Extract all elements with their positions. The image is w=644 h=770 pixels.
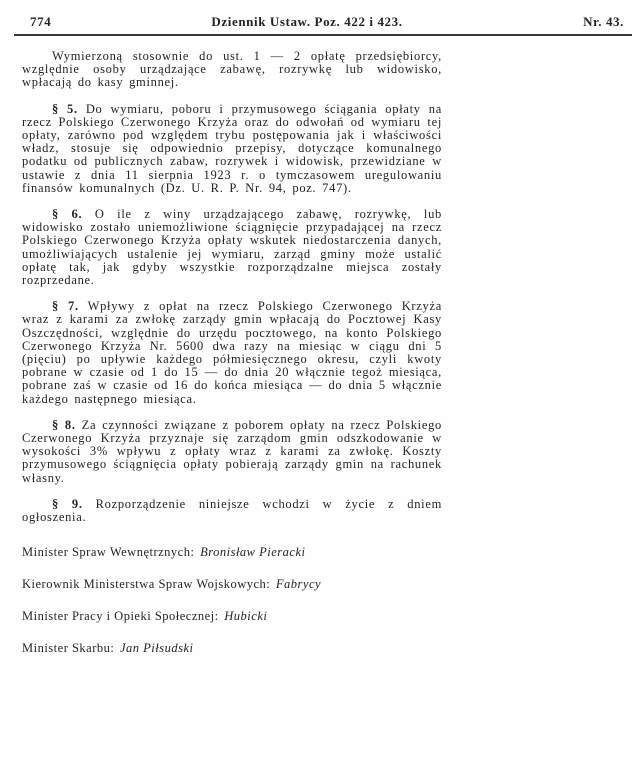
page-number: 774 — [30, 14, 52, 29]
paragraph-text: Rozporządzenie niniejsze wchodzi w życie z dniem ogłoszenia. — [22, 496, 443, 525]
page-header — [0, 0, 644, 32]
section-label: § 7. — [52, 299, 79, 314]
section-label: § 5. — [52, 101, 78, 116]
signature-name: Hubicki — [224, 609, 268, 624]
signature-title: Kierownik Ministerstwa Spraw Wojskowych: — [22, 577, 271, 592]
signature-name: Bronisław Pieracki — [200, 545, 306, 560]
paragraph — [22, 208, 442, 287]
signature-title: Minister Skarbu: — [22, 641, 115, 656]
signature-block — [22, 546, 492, 655]
issue-number: Nr. 43. — [583, 14, 624, 29]
section-label: § 9. — [52, 496, 83, 511]
section-label: § 8. — [52, 417, 76, 432]
signature-name: Fabrycy — [275, 577, 322, 592]
signature-name: Jan Piłsudski — [120, 641, 194, 656]
paragraph — [22, 300, 442, 406]
signature-line — [22, 546, 492, 559]
signature-title: Minister Pracy i Opieki Społecznej: — [22, 609, 219, 624]
signature-line — [22, 610, 492, 623]
signature-line — [22, 578, 492, 591]
paragraph — [22, 50, 442, 90]
header-rule — [14, 34, 632, 36]
paragraph — [22, 103, 442, 195]
paragraph-text: Za czynności związane z poborem opłaty na rzecz Polskiego Czerwonego Krzyża przyznaje się zarządom gmin odszkodowanie w wysokości 3% wpływu z opłaty wraz z karami za zwłokę. Koszty przymusowego ściągnięcia opłaty pobierają zarządy gmin na rachunek własny. — [22, 417, 442, 485]
journal-title: Dziennik Ustaw. Poz. 422 i 423. — [211, 14, 403, 29]
paragraph-text: Do wymiaru, poboru i przymusowego ściągania opłaty na rzecz Polskiego Czerwonego Krzyża oraz do odwołań od wymiaru tej opłaty, zarówno pod względem trybu postępowania jak i właściwości władz, stosuje się odpowiednio przepisy, dotyczące komunalnego podatku od publicznych zabaw, rozrywek i widowisk, przewidziane w ustawie z dnia 11 sierpnia 1923 r. o tymczasowem uregulowaniu finansów komunalnych (Dz. U. R. P. Nr. 94, poz. 747). — [22, 101, 442, 195]
paragraph-text: O ile z winy urządzającego zabawę, rozrywkę, lub widowisko zostało uniemożliwione ściągnięcie przypadającej na rzecz Polskiego Czerwonego Krzyża opłaty wskutek niedostarczenia danych, umożliwiających ustalenie jej wymiaru, zarząd gminy może ustalić opłatę tak, jak gdyby wszystkie rozporządzalne miejsca zostały rozprzedane. — [22, 207, 442, 288]
paragraph-text: Wymierzoną stosownie do ust. 1 — 2 opłatę przedsiębiorcy, względnie osoby urządzające zabawę, rozrywkę lub widowisko, wpłacają do kasy gminnej. — [22, 49, 442, 90]
section-label: § 6. — [52, 207, 83, 222]
signature-line — [22, 642, 492, 655]
signature-title: Minister Spraw Wewnętrznych: — [22, 545, 195, 560]
paragraph-text: Wpływy z opłat na rzecz Polskiego Czerwonego Krzyża wraz z karami za zwłokę zarządy gmin wpłacają do Pocztowej Kasy Oszczędności, względnie do urzędu pocztowego, na konto Polskiego Czerwonego Krzyża Nr. 5600 dwa razy na miesiąc w ciągu dni 5 (pięciu) po upływie każdego półmiesięcznego okresu, czyli kwoty pobrane w czasie od 1 do 15 — do dnia 20 włącznie tegoż miesiąca, pobrane zaś w czasie od 16 do końca miesiąca — do dnia 5 włącznie każdego następnego miesiąca. — [22, 299, 442, 406]
paragraph — [22, 498, 442, 524]
document-body — [22, 50, 442, 524]
paragraph — [22, 419, 442, 485]
